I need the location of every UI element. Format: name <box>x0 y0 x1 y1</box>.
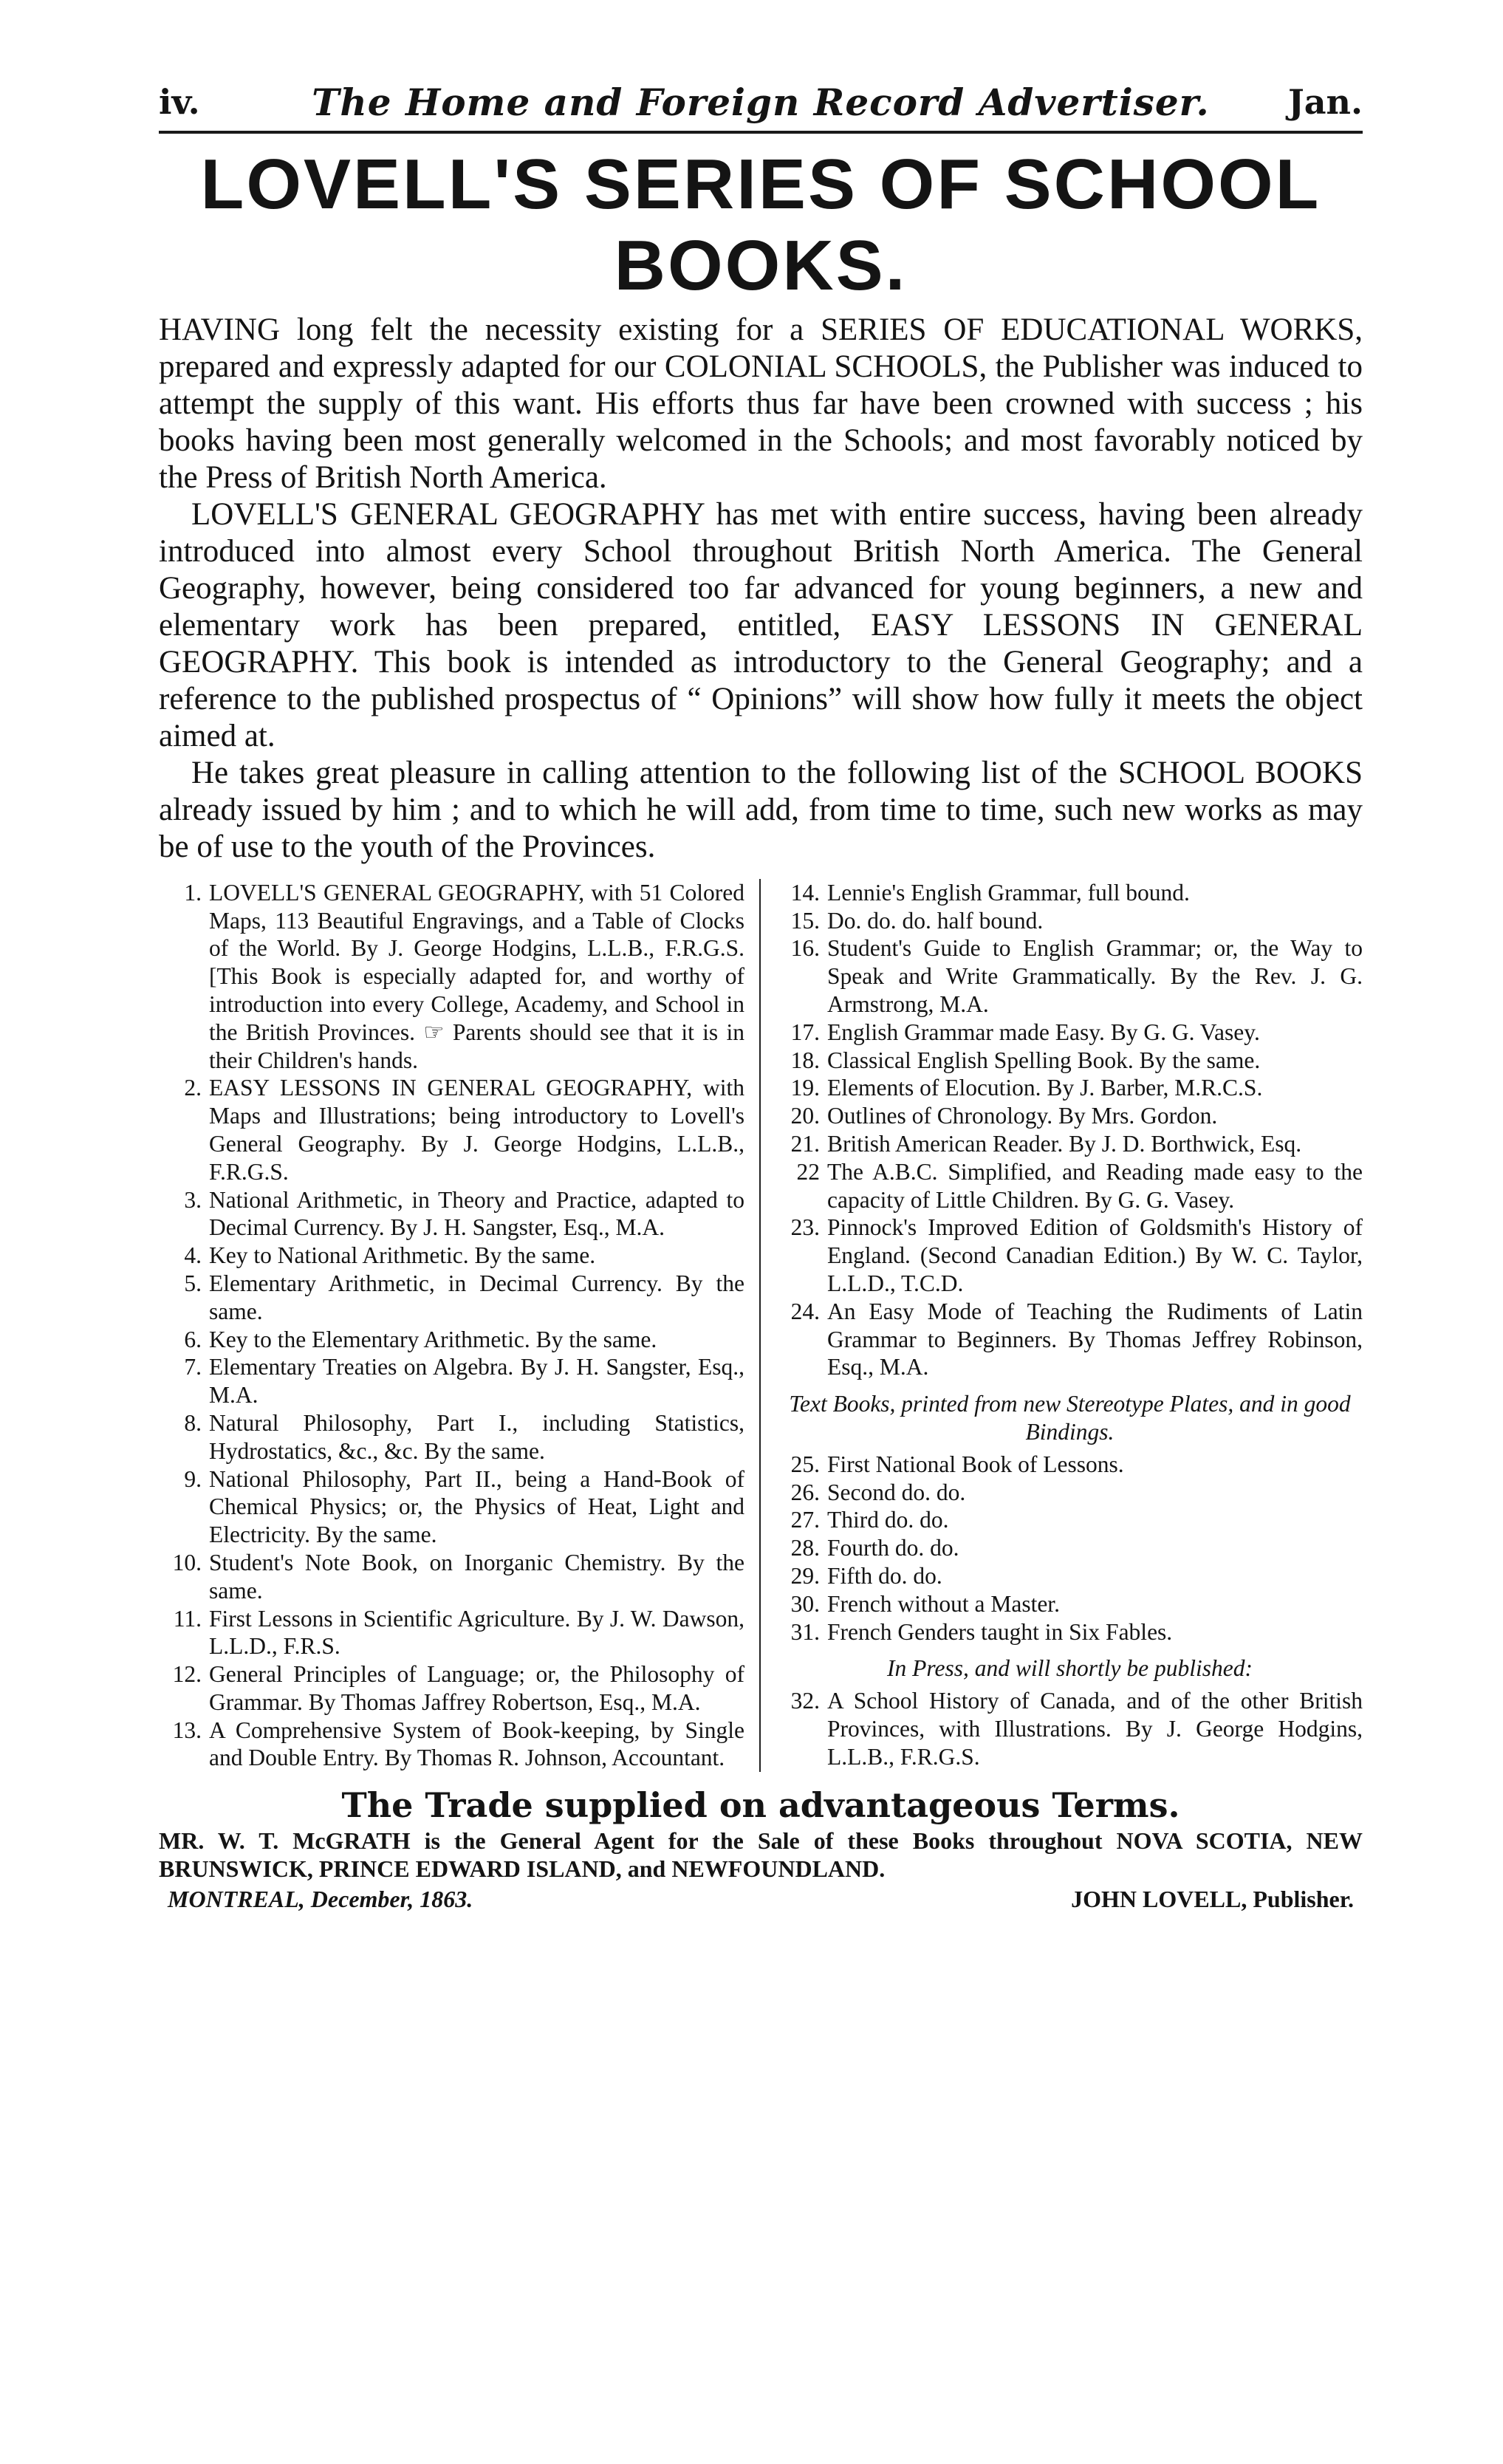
book-list-item <box>777 934 1363 1018</box>
book-list <box>159 879 1363 1773</box>
item-title: Fourth do. do. <box>827 1535 959 1561</box>
item-number: 13. <box>172 1717 202 1743</box>
item-title: EASY LESSONS IN GENERAL GEOGRAPHY, with Maps and Illustrations; being introductory to Lovell's General Geography. By J. George Hodgins, L.L.B., F.R.G.S. <box>209 1075 744 1185</box>
item-number: 10. <box>172 1549 202 1575</box>
item-number: 9. <box>184 1465 202 1492</box>
item-title: British American Reader. By J. D. Borthwick, Esq. <box>827 1130 1302 1157</box>
place-date: MONTREAL, December, 1863. <box>168 1886 473 1913</box>
masthead-title: The Home and Foreign Record Advertiser. <box>312 81 1210 124</box>
item-title: Elementary Treaties on Algebra. By J. H. Sangster, Esq., M.A. <box>209 1354 744 1409</box>
item-number: 20. <box>790 1103 820 1129</box>
book-list-item <box>159 1270 744 1326</box>
book-list-item <box>159 1717 744 1773</box>
intro-paragraph-3: He takes great pleasure in calling attention to the following list of the SCHOOL BOOKS already issued by him ; and to which he will add, from time to time, such new works as may be of use to the youth of the Provinces. <box>159 755 1363 864</box>
book-list-item <box>777 1019 1363 1047</box>
book-list-right-group-b <box>777 1451 1363 1646</box>
book-list-item <box>777 1618 1363 1646</box>
item-number: 19. <box>790 1075 820 1101</box>
item-title: Student's Guide to English Grammar; or, the Way to Speak and Write Grammatically. By the Rev. J. G. Armstrong, M.A. <box>827 935 1363 1017</box>
in-press-heading: In Press, and will shortly be published: <box>887 1655 1253 1682</box>
book-list-item <box>159 1242 744 1270</box>
item-number: 26. <box>790 1479 820 1505</box>
book-list-item <box>777 907 1363 935</box>
item-title: Lennie's English Grammar, full bound. <box>827 879 1190 906</box>
book-list-item <box>777 1214 1363 1297</box>
book-list-item <box>159 1074 744 1185</box>
item-number: 17. <box>790 1019 820 1045</box>
item-title: National Arithmetic, in Theory and Practice, adapted to Decimal Currency. By J. H. Sangster, Esq., M.A. <box>209 1186 744 1241</box>
book-list-item <box>777 1047 1363 1075</box>
book-list-item <box>777 1298 1363 1381</box>
book-list-item <box>159 1660 744 1717</box>
item-title: Elementary Arithmetic, in Decimal Currency. By the same. <box>209 1270 744 1324</box>
book-list-item <box>159 1465 744 1549</box>
item-title: Student's Note Book, on Inorganic Chemistry. By the same. <box>209 1549 744 1604</box>
item-title: Third do. do. <box>827 1507 949 1533</box>
item-title: Pinnock's Improved Edition of Goldsmith's History of England. (Second Canadian Edition.) By W. C. Taylor, L.L.D., T.C.D. <box>827 1214 1363 1296</box>
item-number: 1. <box>184 879 202 906</box>
book-list-item <box>777 1562 1363 1590</box>
publisher-name: JOHN LOVELL, Publisher. <box>1071 1886 1354 1913</box>
item-number: 16. <box>790 935 820 962</box>
item-number: 2. <box>184 1075 202 1101</box>
item-title: French Genders taught in Six Fables. <box>827 1618 1173 1645</box>
item-title: Classical English Spelling Book. By the same. <box>827 1047 1261 1073</box>
book-list-item <box>159 879 744 1075</box>
item-number: 11. <box>173 1605 202 1632</box>
book-list-right-column <box>761 879 1363 1773</box>
item-title: Do. do. do. half bound. <box>827 907 1044 934</box>
item-number: 22 <box>796 1158 820 1185</box>
book-list-item <box>777 1506 1363 1534</box>
item-title: English Grammar made Easy. By G. G. Vasey. <box>827 1019 1260 1045</box>
book-list-left-column <box>159 879 761 1773</box>
item-number: 5. <box>184 1270 202 1296</box>
item-title: A Comprehensive System of Book-keeping, by Single and Double Entry. By Thomas R. Johnson, Accountant. <box>209 1717 744 1771</box>
item-title: Natural Philosophy, Part I., including Statistics, Hydrostatics, &c., &c. By the same. <box>209 1409 744 1464</box>
item-number: 25. <box>790 1451 820 1477</box>
item-number: 27. <box>790 1507 820 1533</box>
book-list-item <box>777 1074 1363 1102</box>
book-list-item <box>159 1186 744 1242</box>
item-number: 4. <box>184 1242 202 1269</box>
item-title: General Principles of Language; or, the Philosophy of Grammar. By Thomas Jaffrey Robertson, Esq., M.A. <box>209 1661 744 1715</box>
item-title: The A.B.C. Simplified, and Reading made easy to the capacity of Little Children. By G. G. Vasey. <box>827 1158 1363 1213</box>
item-title: An Easy Mode of Teaching the Rudiments of Latin Grammar to Beginners. By Thomas Jeffrey Robinson, Esq., M.A. <box>827 1298 1363 1380</box>
book-list-item <box>777 1534 1363 1562</box>
book-list-item <box>159 1605 744 1661</box>
item-title: Outlines of Chronology. By Mrs. Gordon. <box>827 1103 1218 1129</box>
book-list-right-group-c <box>777 1687 1363 1770</box>
signature-line <box>159 1886 1363 1913</box>
book-list-item <box>777 1687 1363 1770</box>
item-number: 32. <box>790 1688 820 1714</box>
intro-paragraph-2: LOVELL'S GENERAL GEOGRAPHY has met with entire success, having been already introduced into almost every School throughout British North America. The General Geography, however, being considered too far advanced for young beginners, a new and elementary work has been prepared, entitled, EASY LESSONS IN GENERAL GEOGRAPHY. This book is intended as introductory to the General Geography; and a reference to the published prospectus of “ Opinions” will show how fully it meets the object aimed at. <box>159 496 1363 753</box>
item-title: Second do. do. <box>827 1479 966 1505</box>
item-number: 28. <box>790 1535 820 1561</box>
book-list-item <box>777 1590 1363 1618</box>
advertisement-page <box>159 78 1363 1913</box>
book-list-item <box>159 1353 744 1409</box>
item-number: 6. <box>184 1326 202 1352</box>
book-list-right-group-a <box>777 879 1363 1381</box>
item-number: 18. <box>790 1047 820 1073</box>
intro-paragraph-1: HAVING long felt the necessity existing for a SERIES OF EDUCATIONAL WORKS, prepared and expressly adapted for our COLONIAL SCHOOLS, the Publisher was induced to attempt the supply of this want. His efforts thus far have been crowned with success ; his books having been most generally welcomed in the Schools; and most favorably noticed by the Press of British North America. <box>159 312 1363 495</box>
item-title: First Lessons in Scientific Agriculture. By J. W. Dawson, L.L.D., F.R.S. <box>209 1605 744 1660</box>
item-number: 8. <box>184 1409 202 1436</box>
page-title: LOVELL'S SERIES OF SCHOOL BOOKS. <box>200 145 1321 306</box>
agent-notice: MR. W. T. McGRATH is the General Agent for the Sale of these Books throughout NOVA SCOTIA, NEW BRUNSWICK, PRINCE EDWARD ISLAND, and NEWFOUNDLAND. <box>159 1827 1363 1883</box>
item-title: French without a Master. <box>827 1590 1060 1617</box>
item-number: 30. <box>790 1590 820 1617</box>
item-number: 24. <box>790 1298 820 1324</box>
item-number: 21. <box>790 1130 820 1157</box>
item-number: 12. <box>172 1661 202 1688</box>
item-title: Elements of Elocution. By J. Barber, M.R.C.S. <box>827 1075 1263 1101</box>
item-title: National Philosophy, Part II., being a Hand-Book of Chemical Physics; or, the Physics of Heat, Light and Electricity. By the same. <box>209 1465 744 1548</box>
item-number: 29. <box>790 1562 820 1589</box>
item-number: 31. <box>790 1618 820 1645</box>
book-list-item <box>777 1158 1363 1214</box>
book-list-item <box>777 879 1363 907</box>
item-number: 3. <box>184 1186 202 1213</box>
book-list-item <box>159 1326 744 1354</box>
item-title: Fifth do. do. <box>827 1562 942 1589</box>
issue-month: Jan. <box>1287 82 1363 122</box>
item-title: Key to the Elementary Arithmetic. By the same. <box>209 1326 657 1352</box>
item-title: Key to National Arithmetic. By the same. <box>209 1242 596 1269</box>
intro-text <box>159 312 1363 866</box>
item-title: First National Book of Lessons. <box>827 1451 1124 1477</box>
item-title: A School History of Canada, and of the other British Provinces, with Illustrations. By J. George Hodgins, L.L.B., F.R.G.S. <box>827 1688 1363 1770</box>
book-list-item <box>159 1409 744 1465</box>
item-number: 7. <box>184 1354 202 1380</box>
book-list-item <box>777 1451 1363 1479</box>
book-list-item <box>159 1549 744 1605</box>
book-list-item <box>777 1479 1363 1507</box>
book-list-item <box>777 1102 1363 1130</box>
text-books-heading: Text Books, printed from new Stereotype Plates, and in good Bindings. <box>789 1391 1351 1445</box>
item-number: 15. <box>790 907 820 934</box>
trade-line: The Trade supplied on advantageous Terms. <box>341 1785 1180 1826</box>
page-number: iv. <box>159 82 200 122</box>
item-number: 14. <box>790 879 820 906</box>
book-list-item <box>777 1130 1363 1158</box>
item-number: 23. <box>790 1214 820 1241</box>
item-title: LOVELL'S GENERAL GEOGRAPHY, with 51 Colored Maps, 113 Beautiful Engravings, and a Table of Clocks of the World. By J. George Hodgins, L.L.B., F.R.G.S. [This Book is especially adapted for, and worthy of introduction into every College, Academy, and School in the British Provinces. ☞ Parents should see that it is in their Children's hands. <box>209 879 744 1073</box>
running-header <box>159 78 1363 134</box>
